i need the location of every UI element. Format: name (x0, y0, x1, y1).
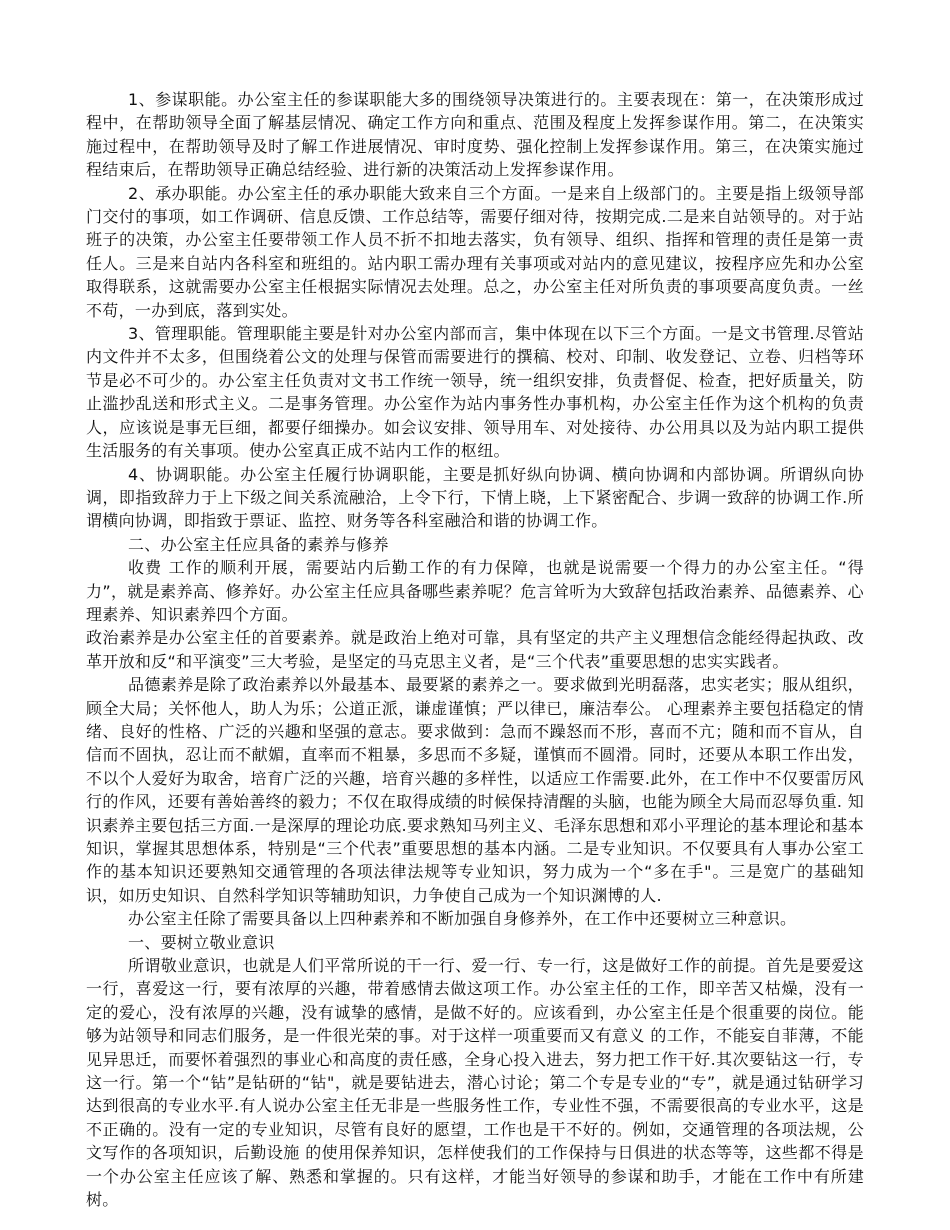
paragraph-coordination-function: 4、协调职能。办公室主任履行协调职能，主要是抓好纵向协调、横向协调和内部协调。所谓纵向协调，即指致辞力于上下级之间关系流融洽，上令下行，下情上晓，上下紧密配合、步调一致辞的协调工作.所谓横向协调，即指致于票证、监控、财务等各科室融洽和谐的协调工作。 (86, 464, 864, 531)
paragraph-three-awareness-intro: 办公室主任除了需要具备以上四种素养和不断加强自身修养外，在工作中还要树立三种意识。 (128, 909, 797, 929)
section-heading-qualities: 二、办公室主任应具备的素养与修养 (128, 534, 389, 554)
paragraph-moral-psychological-knowledge: 品德素养是除了政治素养以外最基本、最要紧的素养之一。要求做到光明磊落，忠实老实；服从组织，顾全大局；关怀他人，助人为乐；公道正派，谦虚谨慎；严以律已，廉洁奉公。 心理素养主要包括稳定的情绪、良好的性格、广泛的兴趣和坚强的意志。要求做到：急而不躁怒而不形，喜而不亢；随和而不盲从，自信而不固执，忍让而不献媚，直率而不粗暴，多思而不多疑，谨慎而不圆滑。同时，还要从本职工作出发，不以个人爱好为取舍，培育广泛的兴趣，培育兴趣的多样性，以适应工作需要.此外，在工作中不仅要雷厉风行的作风，还要有善始善终的毅力；不仅在取得成绩的时候保持清醒的头脑，也能为顾全大局而忍辱负重. 知识素养主要包括三方面.一是深厚的理论功底.要求熟知马列主义、毛泽东思想和邓小平理论的基本理论和基本知识，掌握其思想体系，特别是“三个代表”重要思想的基本内涵。二是专业知识。不仅要具有人事办公室工作的基本知识还要熟知交通管理的各项法律法规等专业知识，努力成为一个“多在手"。三是宽广的基础知识，如历史知识、自然科学知识等辅助知识，力争使自己成为一个知识渊博的人. (86, 675, 864, 905)
paragraph-staff-function: 1、参谋职能。办公室主任的参谋职能大多的围绕领导决策进行的。主要表现在：第一，在决策形成过程中，在帮助领导全面了解基层情况、确定工作方向和重点、范围及程度上发挥参谋作用。第二，在决策实施过程中，在帮助领导及时了解工作进展情况、审时度势、强化控制上发挥参谋作用。第三，在决策实施过程结束后，在帮助领导正确总结经验、进行新的决策活动上发挥参谋作用。 (86, 90, 864, 180)
paragraph-political-quality: 政治素养是办公室主任的首要素养。就是政治上绝对可靠，具有坚定的共产主义理想信念能经得起执政、改革开放和反“和平演变”三大考验，是坚定的马克思主义者，是“三个代表”重要思想的忠实实践者。 (86, 628, 864, 671)
paragraph-management-function: 3、管理职能。管理职能主要是针对办公室内部而言，集中体现在以下三个方面。一是文书管理.尽管站内文件并不太多，但围绕着公文的处理与保管而需要进行的撰稿、校对、印制、收发登记、立卷、归档等环节是必不可少的。办公室主任负责对文书工作统一领导，统一组织安排，负责督促、检查，把好质量关，防止滥抄乱送和形式主义。二是事务管理。办公室作为站内事务性办事机构，办公室主任作为这个机构的负责人，应该说是事无巨细，都要仔细操办。如会议安排、领导用车、对处接待、办公用具以及为站内职工提供生活服务的有关事项。使办公室真正成不站内工作的枢纽。 (86, 324, 864, 461)
paragraph-undertaking-function: 2、承办职能。办公室主任的承办职能大致来自三个方面。一是来自上级部门的。主要是指上级领导部门交付的事项，如工作调研、信息反馈、工作总结等，需要仔细对待，按期完成.二是来自站领导的。对于站班子的决策，办公室主任要带领工作人员不折不扣地去落实，负有领导、组织、指挥和管理的责任是第一责任人。三是来自站内各科室和班组的。站内职工需办理有关事项或对站内的意见建议，按程序应先和办公室取得联系，这就需要办公室主任根据实际情况去处理。总之，办公室主任对所负责的事项要高度负责。一丝不苟，一办到底，落到实处。 (86, 183, 864, 320)
section-heading-dedication: 一、要树立敬业意识 (128, 932, 275, 952)
paragraph-dedication-awareness: 所谓敬业意识，也就是人们平常所说的干一行、爱一行、专一行，这是做好工作的前提。首先是要爱这一行，喜爱这一行，要有浓厚的兴趣，带着感情去做这项工作。办公室主任的工作，即辛苦又枯燥，没有一定的爱心，没有浓厚的兴趣，没有诚挚的感情，是做不好的。应该看到，办公室主任是个很重要的岗位。能够为站领导和同志们服务，是一件很光荣的事。对于这样一项重要而又有意义 的工作，不能妄自菲薄，不能见异思迁，而要怀着强烈的事业心和高度的责任感，全身心投入进去，努力把工作干好.其次要钻这一行，专这一行。第一个“钻”是钻研的“钻"，就是要钻进去，潜心讨论；第二个专是专业的“专”，就是通过钻研学习达到很高的专业水平.有人说办公室主任无非是一些服务性工作，专业性不强，不需要很高的专业水平，这是不正确的。没有一定的专业知识，尽管有良好的愿望，工作也是干不好的。例如，交通管理的各项法规，公文写作的各项知识，后勤设施 的使用保养知识，怎样使我们的工作保持与日俱进的状态等等，这些都不得是一个办公室主任应该了解、熟悉和掌握的。只有这样，才能当好领导的参谋和助手，才能在工作中有所建树。 (86, 956, 864, 1210)
paragraph-qualities-intro: 收费 工作的顺利开展，需要站内后勤工作的有力保障，也就是说需要一个得力的办公室主任。“得力”，就是素养高、修养好。办公室主任应具备哪些素养呢？危言耸听为大致辞包括政治素养、品德素养、心理素养、知识素养四个方面。 (86, 558, 864, 624)
